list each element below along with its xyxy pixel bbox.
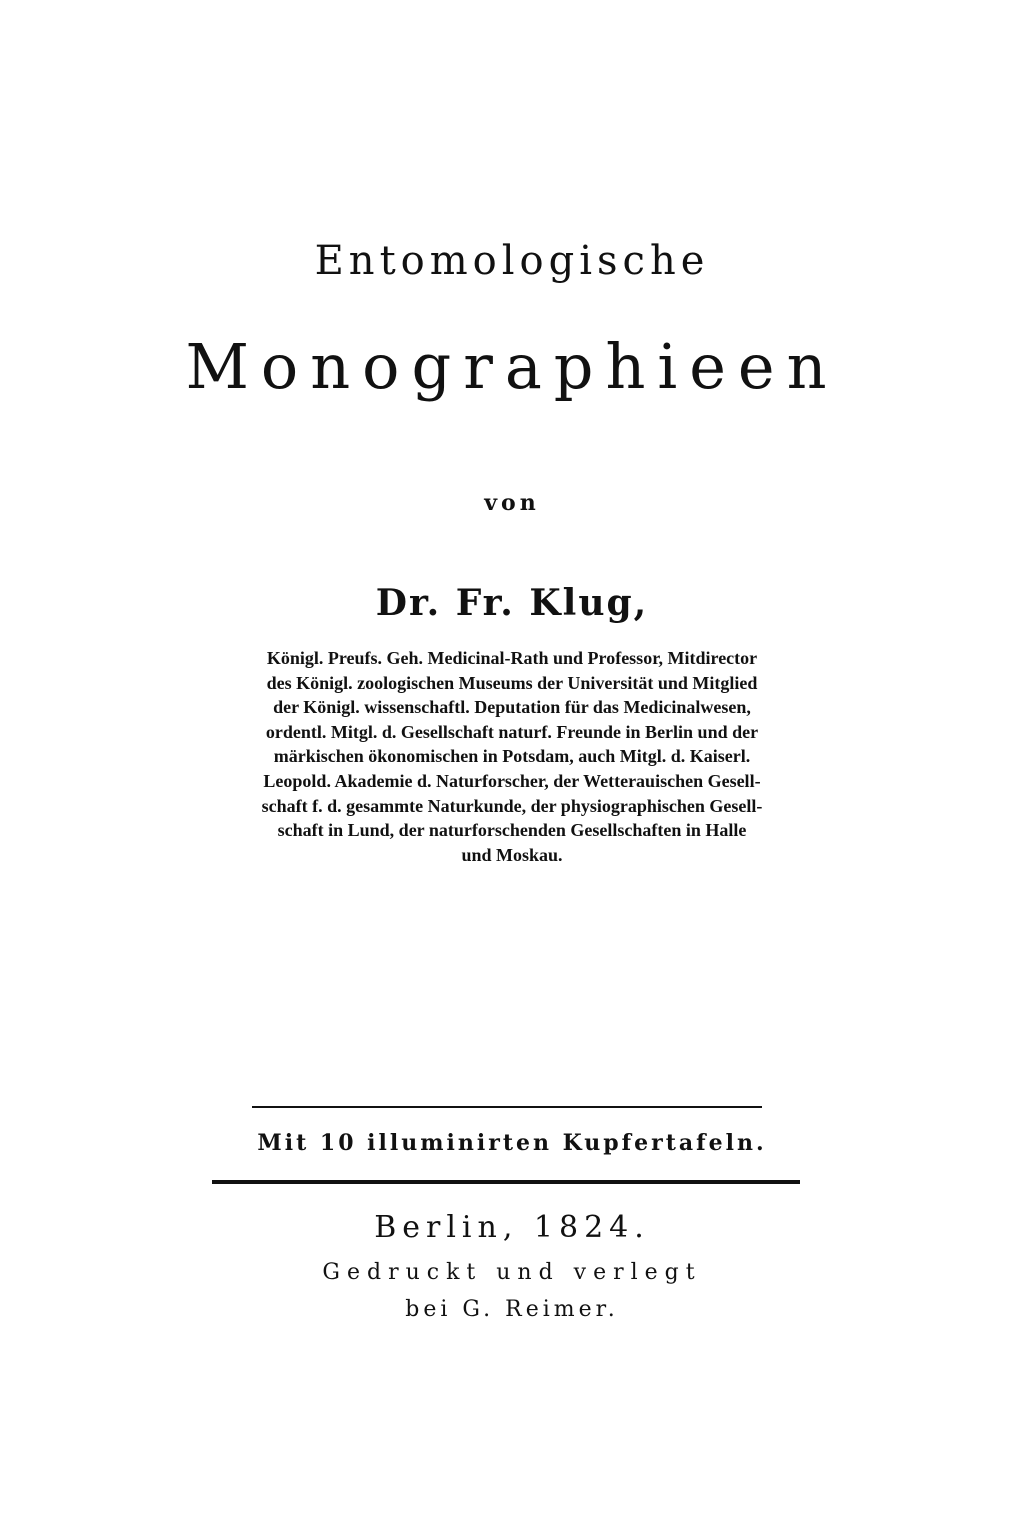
title-line-2: Monographieen <box>185 330 839 403</box>
divider-rule-bottom <box>212 1180 800 1184</box>
credentials-line: und Moskau. <box>461 844 563 865</box>
author-name: Dr. Fr. Klug, <box>375 582 649 624</box>
credentials-line: märkischen ökonomischen in Potsdam, auch Mitgl. d. Kaiserl. <box>273 746 751 767</box>
credentials-line: Königl. Preufs. Geh. Medicinal-Rath und Professor, Mitdirector <box>266 648 758 668</box>
credentials-line: des Königl. zoologischen Museums der Universität und Mitglied <box>266 672 758 693</box>
publisher-name: bei G. Reimer. <box>405 1297 619 1322</box>
place-and-year: Berlin, 1824. <box>374 1210 650 1245</box>
by-line: von <box>484 490 540 516</box>
credentials-line: der Königl. wissenschaftl. Deputation für das Medicinalwesen, <box>273 697 751 718</box>
credentials-line: schaft in Lund, der naturforschenden Gesellschaften in Halle <box>277 820 747 841</box>
title-line-1: Entomologische <box>314 238 710 284</box>
divider-rule-top <box>252 1106 762 1108</box>
credentials-line: schaft f. d. gesammte Naturkunde, der physiographischen Gesell- <box>261 795 763 816</box>
author-credentials <box>190 646 834 867</box>
credentials-line: ordentl. Mitgl. d. Gesellschaft naturf. Freunde in Berlin und der <box>265 721 759 742</box>
plates-note: Mit 10 illuminirten Kupfertafeln. <box>257 1130 767 1156</box>
printed-by-line: Gedruckt und verlegt <box>322 1260 702 1285</box>
credentials-line: Leopold. Akademie d. Naturforscher, der Wetterauischen Gesell- <box>263 770 761 791</box>
